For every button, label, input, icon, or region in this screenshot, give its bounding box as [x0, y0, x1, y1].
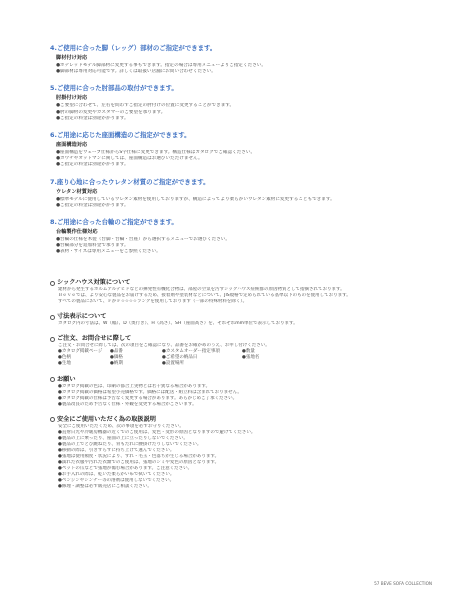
- body-line: ●ホテレッドモデル脚部材に変更する事もできます。指定の場合は専用メニューよりご指定ください。: [56, 63, 266, 68]
- order-item: ●カスタムオーダー指定事項: [162, 349, 220, 354]
- order-block: [50, 335, 430, 368]
- order-item: ●ご希望の納品日: [162, 355, 198, 361]
- order-items-grid: [58, 349, 430, 368]
- order-item: ●数量: [242, 349, 255, 354]
- block-line: 建材から発生するホルムアルデヒドなどの揮発性有機化合物は、部屋の空気を汚すシックハウス症候群の原因物質として指摘されております。: [58, 287, 345, 292]
- section-4: [50, 44, 420, 75]
- body-line: ●表材・サイズは専用メニューをご参照ください。: [56, 249, 161, 255]
- body-line: ●ご指定の料金は別途かかります。: [56, 115, 129, 121]
- footer-label: BEVE SOFA COLLECTION: [380, 581, 432, 586]
- section-5: [50, 84, 420, 122]
- body-line: ●カウチやオットマンに関しては、座面構造はお選びいただけません。: [56, 156, 203, 162]
- section-title: 7.座り心地に合ったウレタン材質のご指定ができます。: [50, 177, 210, 186]
- order-item: ●色柄: [58, 355, 71, 361]
- block-title: ご注文、お問合せに際して: [57, 335, 132, 342]
- order-item: ●設置場所: [162, 361, 184, 367]
- block-title: お願い: [57, 375, 76, 383]
- order-item: ●張地名: [242, 355, 260, 361]
- section-subtitle: 座面構造対応: [56, 142, 88, 149]
- body-line: ●ご要望に合わせて、左右を問わずご指定の肘付けの位置に変更することができます。: [56, 103, 235, 109]
- notes-column: [50, 279, 430, 498]
- block-title: シックハウス対策について: [57, 279, 131, 286]
- block-line: 安全にご使用いただくため、次の事項を必ずお守りください。: [58, 423, 184, 429]
- order-item: ●カタログ掲載ページ: [58, 349, 103, 354]
- sick-house-block: [50, 279, 430, 305]
- section-subtitle: 肘掛付け対応: [56, 95, 88, 102]
- block-line: ●ペットの爪などで張地が傷む場合があります。ご注意ください。: [58, 465, 193, 471]
- order-item: ●生地: [58, 361, 71, 367]
- circle-bullet-icon: [50, 417, 55, 422]
- order-item: [242, 361, 302, 367]
- block-line: ●製品改良のため予告なく仕様・外観を変更する場合がございます。: [58, 401, 197, 407]
- body-line: ●台輪部分を追加料金で承ります。: [56, 243, 129, 249]
- block-title: 寸法表示について: [57, 313, 107, 320]
- page-number: 57: [374, 581, 380, 586]
- section-title: 5.ご使用に合った肘部品の取付ができます。: [50, 84, 178, 93]
- block-line: ご注文・お問合せに際しては、次の項目をご確認になり、品番をお確かめのうえ、お申し付けください。: [58, 343, 270, 348]
- block-title: 安全にご使用いただく為の取扱説明: [57, 415, 156, 423]
- body-line: ●台輪の仕様を木製（台脚・台輪・台座）から選択するメニューでお選びください。: [56, 237, 230, 243]
- body-line: ●標準モデルに使用しているウレタン素材を使用しておりますが、構造によってより柔らかいウレタン素材に変更することもできます。: [56, 196, 335, 202]
- block-line: すべての製品において、ＦかＦ☆☆☆☆ランクを使用しております（一部の特殊材料を除く）。: [58, 299, 248, 304]
- section-subtitle: ウレタン材質対応: [56, 188, 98, 195]
- block-line: カタログ内の寸法は、W（幅）、D（奥行き）、H（高さ）、SH（座面高さ）を、それぞれmm単位で表示しております。: [58, 321, 298, 326]
- request-block: [50, 376, 430, 408]
- body-line: ●ご指定の料金は別途かかります。: [56, 162, 129, 168]
- page-footer: [374, 581, 432, 586]
- order-item: ●納期: [110, 361, 123, 367]
- custom-options-column: [50, 44, 420, 265]
- circle-bullet-icon: [50, 337, 55, 342]
- block-line: ●濡れた衣服や汚れた衣類でのご使用は、張地のシミや変色の原因となります。: [58, 459, 220, 465]
- block-line: ●製品の上に乗ったり、座面の上に立ったりしないでください。: [58, 435, 188, 441]
- block-line: ●お手入れの際は、乾いた柔らかい布で拭いてください。: [58, 471, 175, 477]
- safety-block: [50, 416, 430, 490]
- block-line: ●カタログ掲載の色は、印刷の都合上実物とは若干異なる場合があります。: [58, 383, 211, 389]
- body-line: ●脚部材は専用対応可能です。詳しくは取扱い店舗にお問い合わせください。: [56, 69, 216, 75]
- order-item: ●品番: [110, 349, 123, 354]
- block-line: ●張地は使用頻度・状況により、すれ・毛玉・色落ちが生じる場合があります。: [58, 453, 220, 459]
- block-line: ●移動の際は、引きずらずに持ち上げて運んでください。: [58, 447, 175, 453]
- block-line: ●製品の上でとび跳ねたり、背もたれに腰掛けたりしないでください。: [58, 441, 202, 447]
- circle-bullet-icon: [50, 377, 55, 382]
- section-title: 8.ご用途に合った台輪のご指定ができます。: [50, 218, 178, 227]
- order-item: ●価格: [110, 355, 123, 361]
- block-line: ●カタログ掲載の価格は希望小売価格です。価格には配送・組立料は含まれておりません。: [58, 389, 242, 395]
- block-line: Ｂｅｖｅでは、より安心な製品をお届けするため、接着剤や塗装材などについて、JIS規格で定められている基準以下のものを使用しております。: [58, 293, 351, 298]
- section-8: [50, 218, 420, 256]
- body-line: ●肘の脚材の変更やカスタマーのご要望を承ります。: [56, 109, 166, 115]
- section-6: [50, 131, 420, 169]
- block-line: ●ベンジンやシンナー等の溶剤は使用しないでください。: [58, 477, 175, 483]
- body-line: ●座面構造をウェーブ仕様からS字仕様に変更できます。構造仕様はカタログでご確認ください。: [56, 150, 256, 156]
- body-line: ●ご指定の料金は別途かかります。: [56, 202, 129, 208]
- section-7: [50, 178, 420, 209]
- block-line: ●カタログ掲載の仕様は予告なく変更する場合があります。あらかじめご了承ください。: [58, 395, 238, 401]
- block-line: ●直射日光や冷暖房機器の近くでのご使用は、変色・変形の原因となりますので避けてください。: [58, 429, 256, 435]
- block-line: ●修理・調整は必ず販売店にご相談ください。: [58, 483, 152, 489]
- section-title: 6.ご用途に応じた座面構造のご指定ができます。: [50, 131, 191, 140]
- circle-bullet-icon: [50, 315, 55, 320]
- section-title: 4.ご使用に合った脚（レッグ）部材のご指定ができます。: [50, 44, 217, 52]
- dimensions-block: [50, 313, 430, 327]
- circle-bullet-icon: [50, 281, 55, 286]
- section-subtitle: 脚材付け対応: [56, 55, 88, 61]
- section-subtitle: 台輪製作仕様対応: [56, 229, 98, 236]
